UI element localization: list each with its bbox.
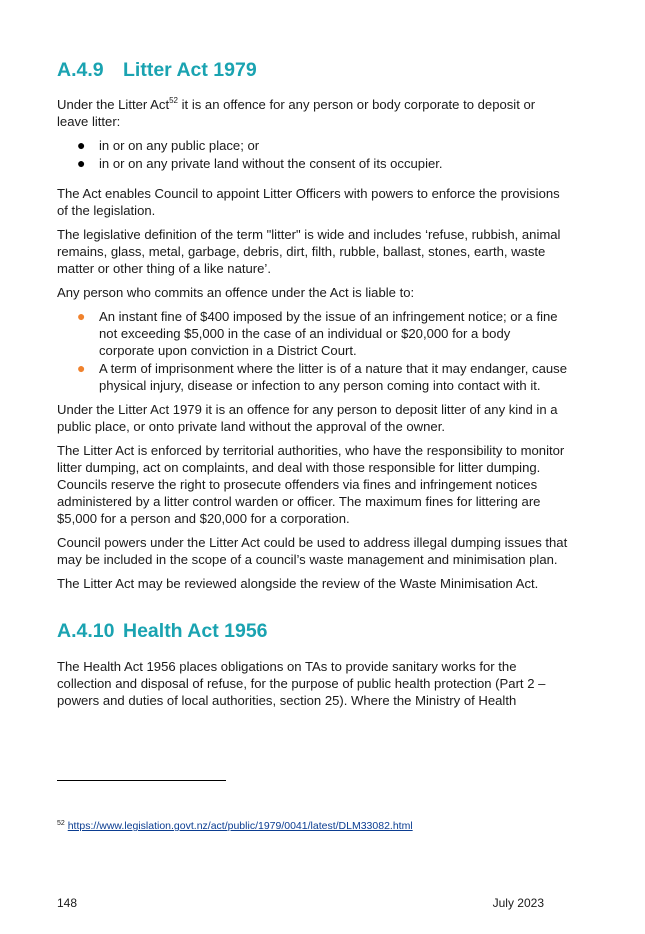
powers-paragraph: Council powers under the Litter Act could be used to address illegal dumping issues that may be included in the scope of a council’s waste management and minimisation plan. <box>57 535 568 567</box>
intro-text-rest: it is an offence for any person or body corporate to deposit or leave litter: <box>57 97 536 129</box>
list-item <box>57 137 569 154</box>
footnote-ref[interactable]: 52 <box>169 96 178 105</box>
list-item <box>57 155 569 172</box>
page-number: 148 <box>57 896 78 910</box>
review-paragraph: The Litter Act may be reviewed alongside the review of the Waste Minimisation Act. <box>57 576 539 591</box>
footnote-marker: 52 <box>57 820 65 827</box>
penalty-list <box>57 308 569 394</box>
liable-paragraph: Any person who commits an offence under the Act is liable to: <box>57 285 415 300</box>
definition-paragraph: The legislative definition of the term "litter" is wide and includes ‘refuse, rubbish, animal remains, glass, metal, garbage, debris, dirt, filth, rubble, ballast, stones, earth, waste matter or other thing of a like nature’. <box>57 227 561 276</box>
footnote <box>57 819 413 833</box>
bullet-icon: ● <box>77 155 86 171</box>
enforcement-paragraph: The Litter Act is enforced by territorial authorities, who have the responsibility to monitor litter dumping, act on complaints, and deal with those responsible for litter dumping. Councils reserve the right to prosecute offenders via fines and infringement notices administered by a litter control warden or officer. The maximum fines for littering are $5,000 for a person and $20,000 for a corporation. <box>57 443 565 526</box>
document-page <box>57 0 569 716</box>
list-item-text: An instant fine of $400 imposed by the issue of an infringement notice; or a fine not exceeding $5,000 in the case of an individual or $20,000 for a body corporate upon conviction in a District Court. <box>99 309 558 358</box>
bullet-icon: ● <box>77 360 86 376</box>
officers-paragraph: The Act enables Council to appoint Litter Officers with powers to enforce the provisions of the legislation. <box>57 186 560 218</box>
heading-title: Health Act 1956 <box>123 620 268 642</box>
bullet-icon: ● <box>77 308 86 324</box>
litter-location-list <box>57 137 569 172</box>
intro-paragraph <box>57 96 569 130</box>
heading-litter-act <box>57 58 569 82</box>
heading-title: Litter Act 1979 <box>123 59 257 81</box>
footnote-divider <box>57 780 226 781</box>
list-item-text: in or on any public place; or <box>99 138 260 153</box>
list-item <box>57 360 569 394</box>
heading-number: A.4.9 <box>57 59 104 81</box>
footnote-link[interactable]: https://www.legislation.govt.nz/act/public/1979/0041/latest/DLM33082.html <box>67 820 413 832</box>
heading-health-act <box>57 619 569 643</box>
health-act-paragraph: The Health Act 1956 places obligations on TAs to provide sanitary works for the collection and disposal of refuse, for the purpose of public health protection (Part 2 – powers and duties of local authorities, section 25). Where the Ministry of Health <box>57 659 546 708</box>
intro-text: Under the Litter Act <box>57 97 170 112</box>
list-item-text: A term of imprisonment where the litter is of a nature that it may endanger, cause physical injury, disease or infection to any person coming into contact with it. <box>99 361 567 393</box>
heading-number: A.4.10 <box>57 620 115 642</box>
footer-date: July 2023 <box>492 896 544 910</box>
list-item <box>57 308 569 359</box>
bullet-icon: ● <box>77 137 86 153</box>
offence-paragraph: Under the Litter Act 1979 it is an offence for any person to deposit litter of any kind in a public place, or onto private land without the approval of the owner. <box>57 402 558 434</box>
list-item-text: in or on any private land without the consent of its occupier. <box>99 156 443 171</box>
